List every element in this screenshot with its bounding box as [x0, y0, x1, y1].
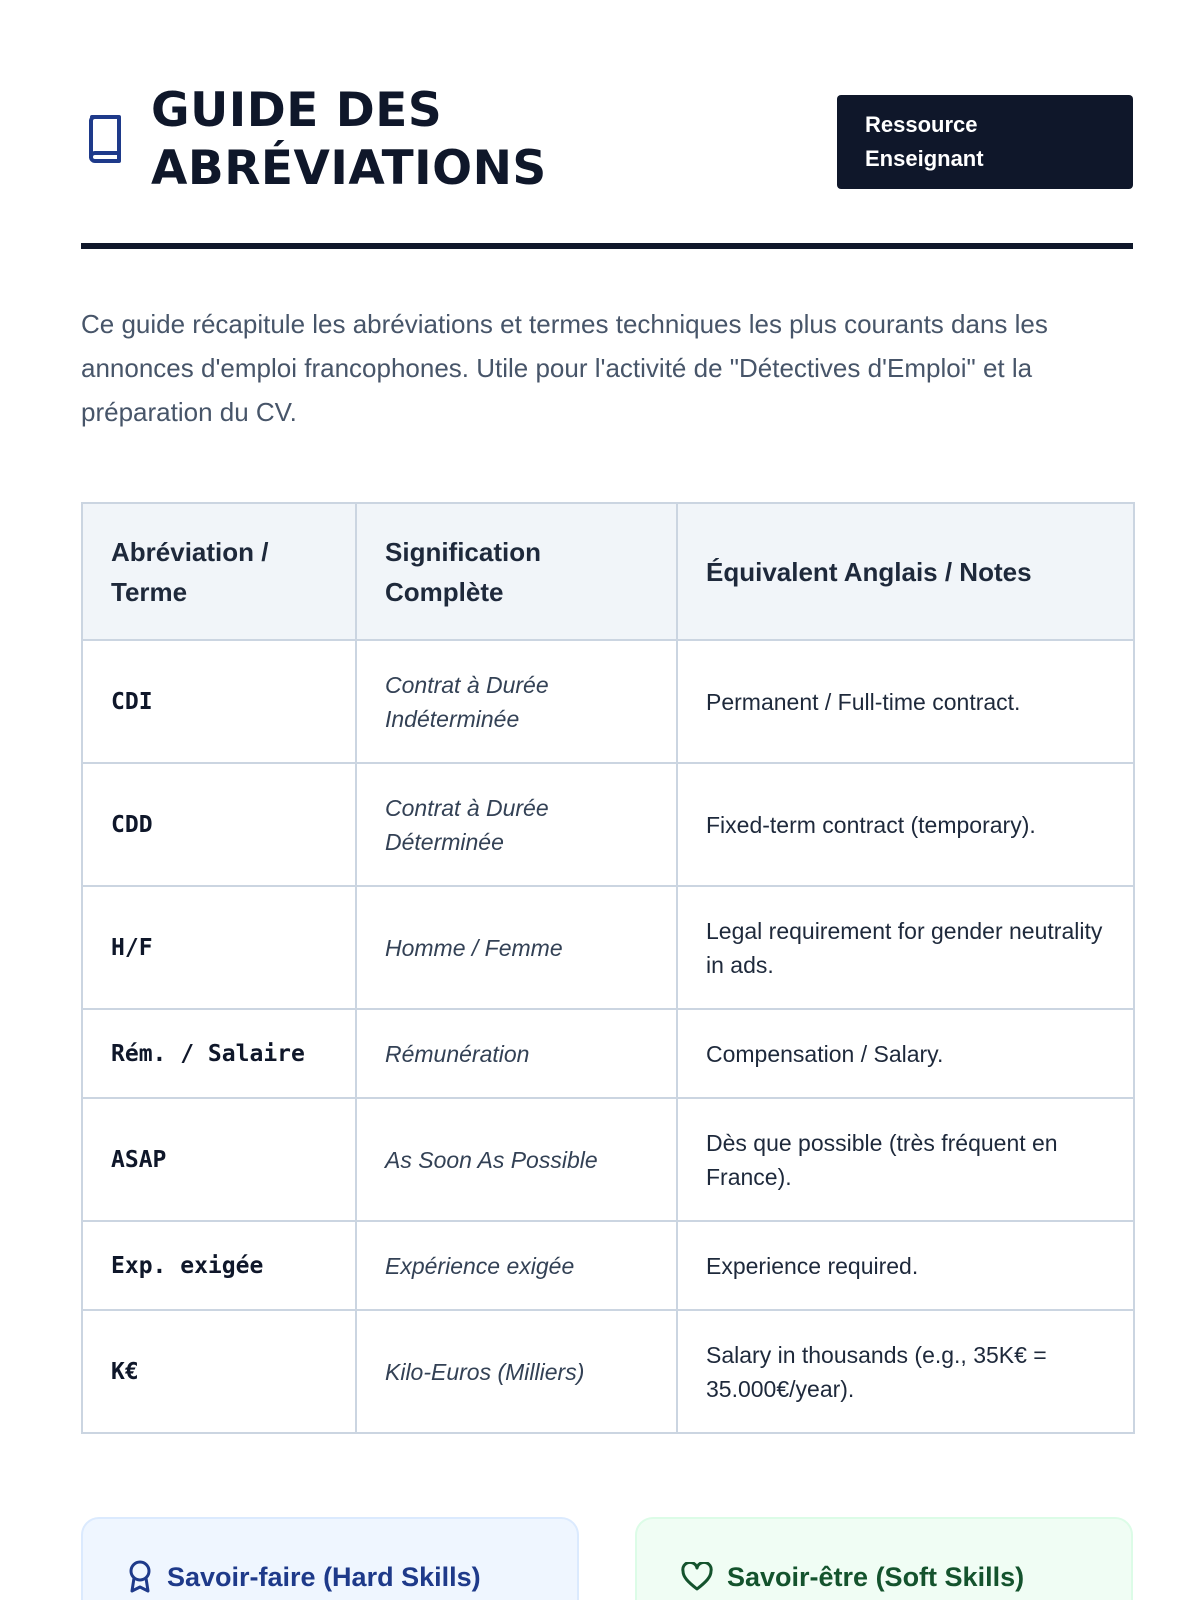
- heart-icon: [681, 1562, 713, 1592]
- table-row: [82, 1098, 1134, 1221]
- abbreviation-cell: ASAP: [82, 1098, 356, 1221]
- soft-skills-title: Savoir-être (Soft Skills): [727, 1562, 1025, 1592]
- meaning-cell: Contrat à Durée Déterminée: [356, 763, 677, 886]
- header-divider: [81, 243, 1133, 249]
- notes-cell: Fixed-term contract (temporary).: [677, 763, 1134, 886]
- header: [81, 82, 1133, 200]
- skills-cards: [81, 1517, 1133, 1600]
- column-header-meaning-line1: Signification: [385, 536, 541, 567]
- notes-cell: Dès que possible (très fréquent en France).: [677, 1098, 1134, 1221]
- meaning-cell: Contrat à Durée Indéterminée: [356, 640, 677, 763]
- notes-cell: Experience required.: [677, 1221, 1134, 1310]
- notes-cell: Legal requirement for gender neutrality in ads.: [677, 886, 1134, 1009]
- page: [81, 0, 1133, 1600]
- column-header-abbreviation-line2: Terme: [111, 576, 188, 607]
- column-header-meaning: [356, 503, 677, 640]
- resource-badge: [837, 95, 1133, 189]
- abbreviations-table: [81, 502, 1135, 1434]
- abbreviation-cell: K€: [82, 1310, 356, 1433]
- book-icon: [85, 112, 125, 164]
- abbreviation-cell: CDI: [82, 640, 356, 763]
- page-title-line1: GUIDE DES: [151, 83, 443, 138]
- meaning-cell: Kilo-Euros (Milliers): [356, 1310, 677, 1433]
- table-row: [82, 1221, 1134, 1310]
- meaning-cell: Rémunération: [356, 1009, 677, 1098]
- table-row: [82, 1009, 1134, 1098]
- page-title: [151, 82, 547, 198]
- notes-cell: Salary in thousands (e.g., 35K€ = 35.000€/year).: [677, 1310, 1134, 1433]
- soft-skills-header: [681, 1559, 1024, 1595]
- hard-skills-card: [81, 1517, 579, 1600]
- badge-line1: Ressource: [865, 112, 978, 137]
- page-title-line2: ABRÉVIATIONS: [151, 141, 547, 196]
- column-header-meaning-line2: Complète: [385, 576, 504, 607]
- meaning-cell: As Soon As Possible: [356, 1098, 677, 1221]
- column-header-abbreviation: [82, 503, 356, 640]
- table-row: [82, 763, 1134, 886]
- abbreviation-cell: H/F: [82, 886, 356, 1009]
- intro-paragraph: Ce guide récapitule les abréviations et termes techniques les plus courants dans les annonces d'emploi francophones. Utile pour l'activité de "Détectives d'Emploi" et la préparation du CV.: [81, 309, 1048, 427]
- award-icon: [127, 1560, 153, 1594]
- column-header-abbreviation-line1: Abréviation /: [111, 536, 269, 567]
- table-header-row: [82, 503, 1134, 640]
- abbreviation-cell: CDD: [82, 763, 356, 886]
- table-row: [82, 640, 1134, 763]
- hard-skills-header: [127, 1559, 481, 1595]
- notes-cell: Permanent / Full-time contract.: [677, 640, 1134, 763]
- notes-cell: Compensation / Salary.: [677, 1009, 1134, 1098]
- meaning-cell: Homme / Femme: [356, 886, 677, 1009]
- badge-line2: Enseignant: [865, 146, 984, 171]
- soft-skills-card: [635, 1517, 1133, 1600]
- column-header-notes: Équivalent Anglais / Notes: [677, 503, 1134, 640]
- hard-skills-title: Savoir-faire (Hard Skills): [167, 1562, 481, 1592]
- meaning-cell: Expérience exigée: [356, 1221, 677, 1310]
- abbreviation-cell: Exp. exigée: [82, 1221, 356, 1310]
- table-row: [82, 1310, 1134, 1433]
- table-row: [82, 886, 1134, 1009]
- abbreviation-cell: Rém. / Salaire: [82, 1009, 356, 1098]
